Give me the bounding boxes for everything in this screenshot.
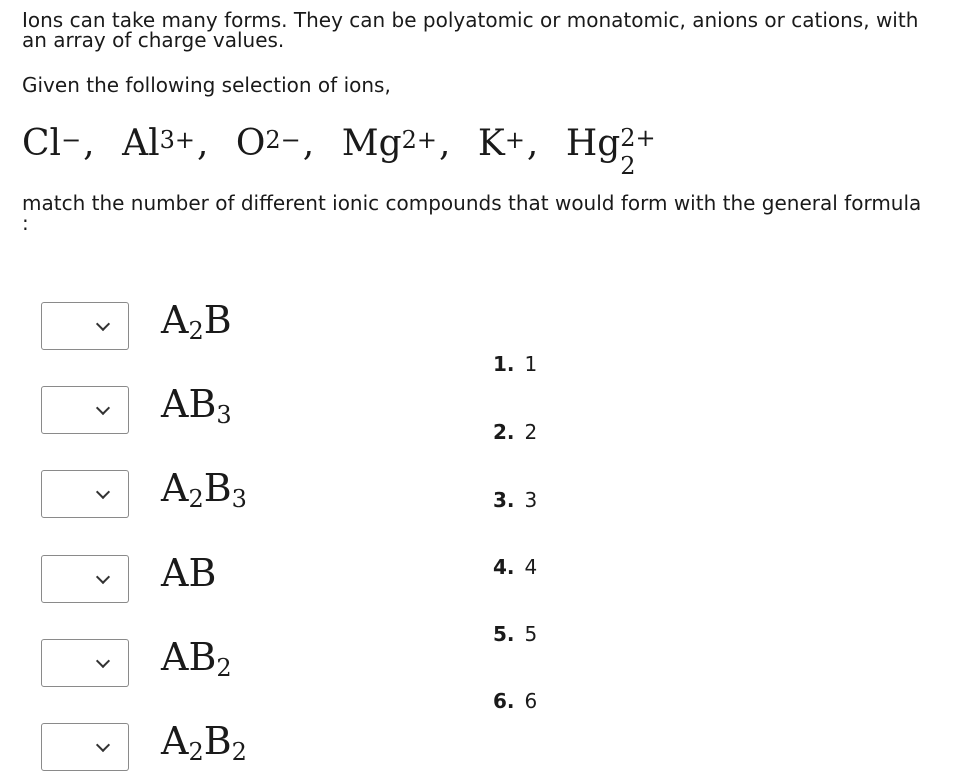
formula-6: $A_2B_2$	[161, 719, 247, 766]
answer-select-1[interactable]	[41, 302, 129, 350]
chevron-down-icon	[96, 401, 110, 415]
option-6: 6. 6	[493, 689, 538, 713]
ion-mercury: Hg 2+ 2	[565, 123, 656, 180]
formula-2: $AB_3$	[161, 382, 232, 429]
chevron-down-icon	[96, 738, 110, 752]
option-3: 3. 3	[493, 488, 538, 512]
formula-4: AB	[161, 551, 217, 595]
option-2: 2. 2	[493, 420, 538, 444]
given-text: Given the following selection of ions,	[22, 73, 391, 97]
ion-potassium: K+	[477, 123, 525, 164]
chevron-down-icon	[96, 317, 110, 331]
ion-list: Cl−, $Al^{3+}$, $O^{2-}$, $Mg^{2+}$, K+, Hg 2+ 2	[22, 120, 656, 168]
ion-magnesium: $Mg^{2+}$	[341, 123, 437, 164]
formula-3: $A_2B_3$	[161, 466, 247, 513]
chevron-down-icon	[96, 654, 110, 668]
ion-aluminum: $Al^{3+}$	[122, 123, 195, 164]
answer-select-6[interactable]	[41, 723, 129, 771]
intro-text: Ions can take many forms. They can be polyatomic or monatomic, anions or cations, with an array of charge values.	[22, 8, 919, 52]
ion-chloride: Cl−	[22, 123, 82, 164]
answer-select-3[interactable]	[41, 470, 129, 518]
chevron-down-icon	[96, 570, 110, 584]
formula-1: $A_2B$	[161, 298, 232, 345]
option-1: 1. 1	[493, 352, 538, 376]
answer-select-4[interactable]	[41, 555, 129, 603]
option-4: 4. 4	[493, 555, 538, 579]
chevron-down-icon	[96, 485, 110, 499]
ion-oxide: $O^{2-}$	[235, 123, 301, 164]
option-5: 5. 5	[493, 622, 538, 646]
answer-select-2[interactable]	[41, 386, 129, 434]
answer-select-5[interactable]	[41, 639, 129, 687]
formula-5: $AB_2$	[161, 635, 232, 682]
match-prompt: match the number of different ionic compounds that would form with the general formula :	[22, 191, 922, 235]
